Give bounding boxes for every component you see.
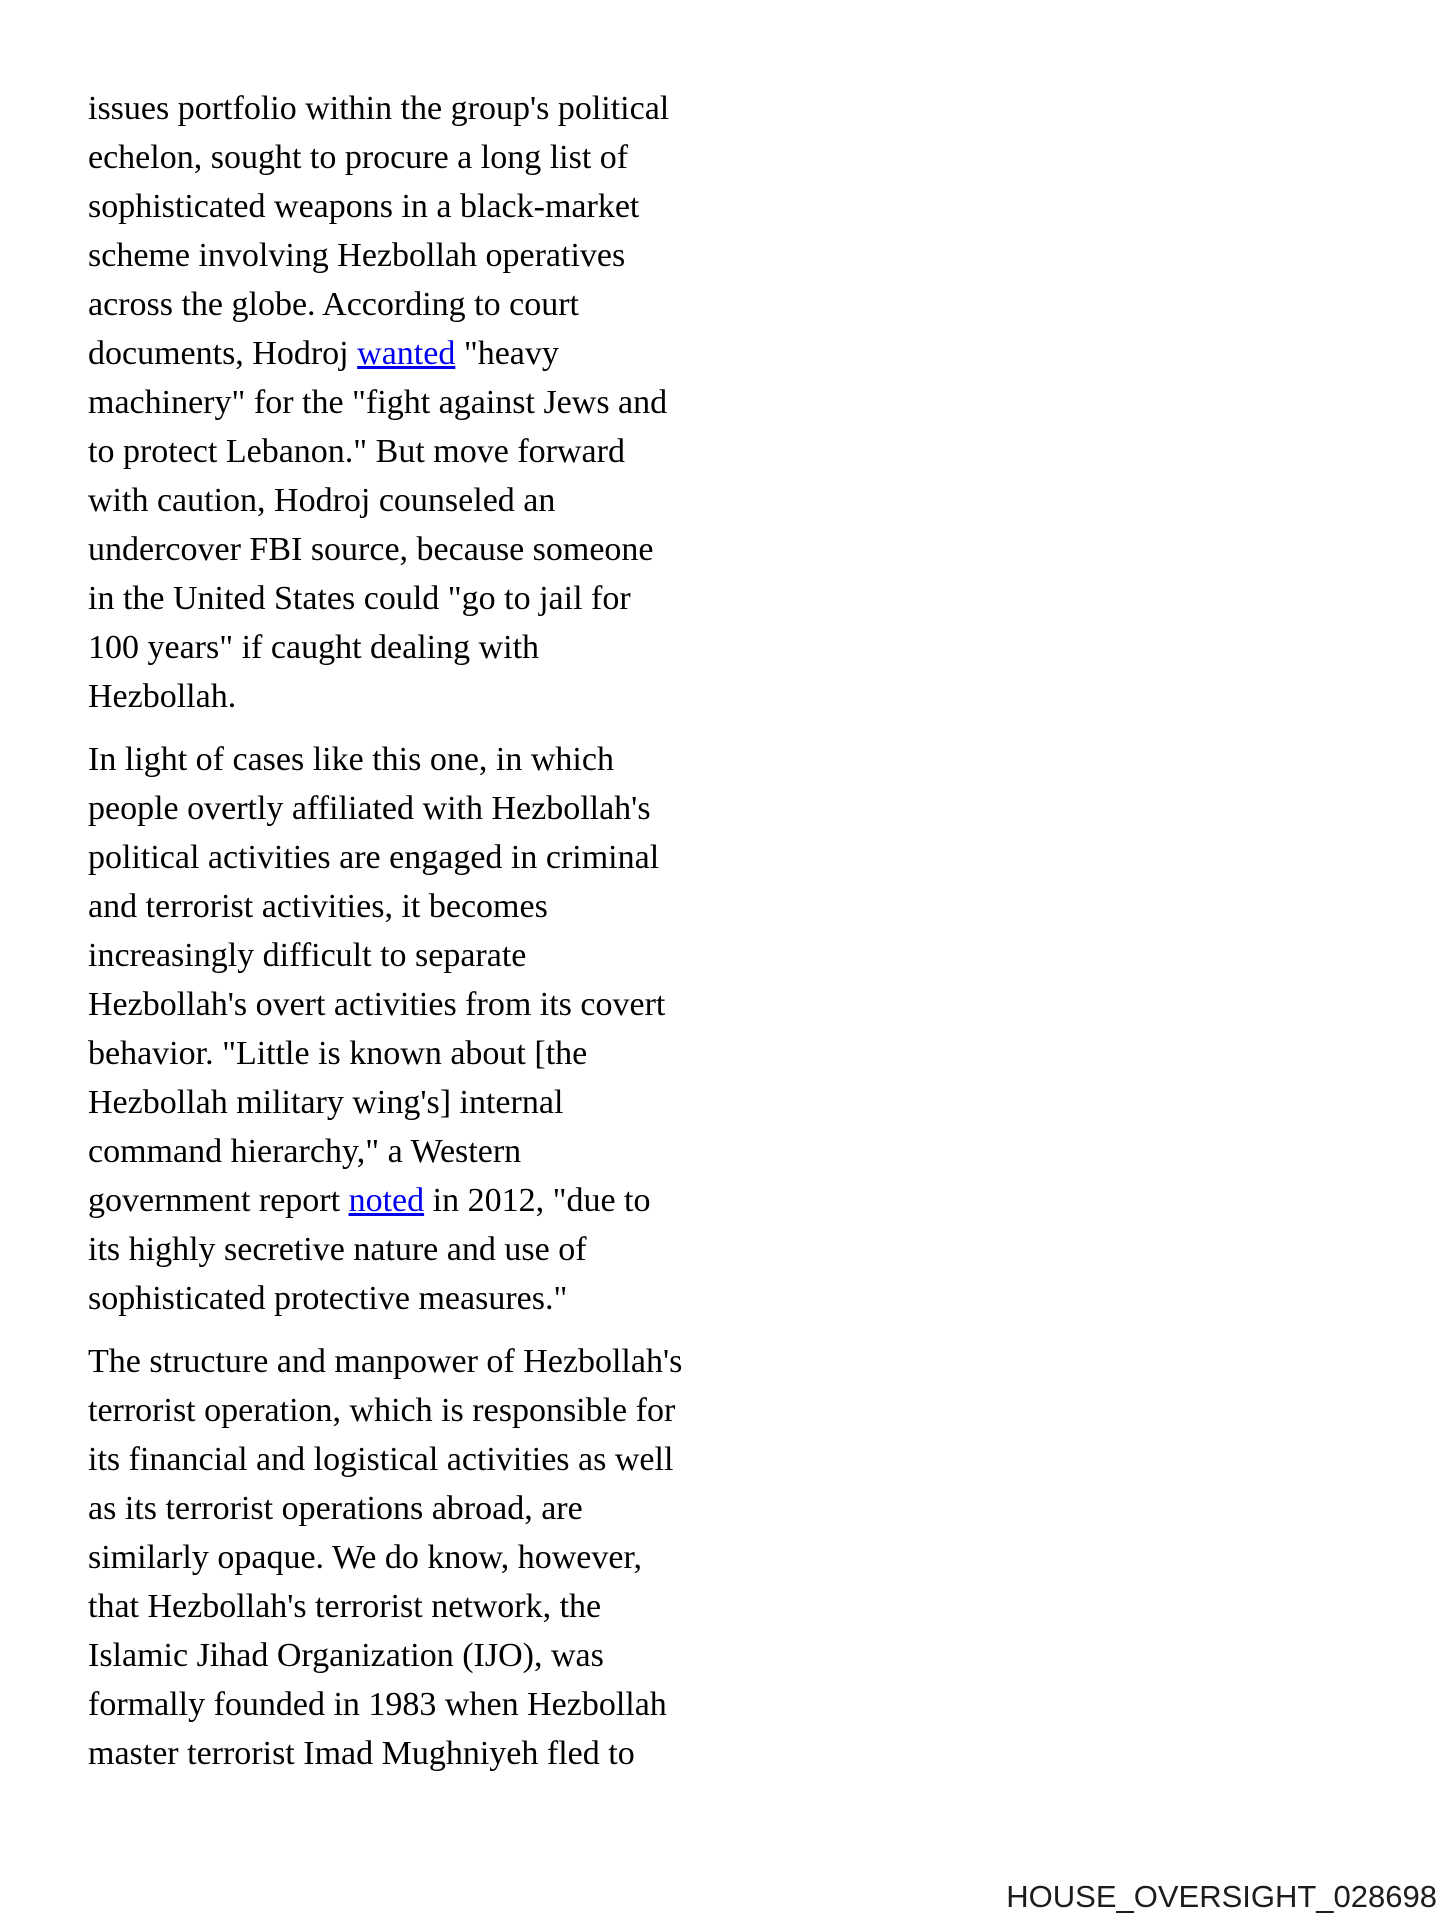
text-line: as its terrorist operations abroad, are	[88, 1490, 583, 1527]
inline-link[interactable]: noted	[348, 1182, 425, 1219]
text-line: echelon, sought to procure a long list of	[88, 139, 629, 176]
text-line: undercover FBI source, because someone	[88, 531, 654, 568]
text-line: The structure and manpower of Hezbollah's	[88, 1343, 683, 1380]
article-text	[88, 84, 682, 1792]
text-line: sophisticated weapons in a black-market	[88, 188, 640, 225]
text-line: formally founded in 1983 when Hezbollah	[88, 1686, 667, 1723]
text-line: its financial and logistical activities as well	[88, 1441, 674, 1478]
text-line: sophisticated protective measures."	[88, 1280, 568, 1317]
paragraph	[88, 84, 682, 721]
text-line: its highly secretive nature and use of	[88, 1231, 587, 1268]
text-line: documents, Hodroj wanted "heavy	[88, 335, 559, 372]
text-line: and terrorist activities, it becomes	[88, 888, 548, 925]
text-line: to protect Lebanon." But move forward	[88, 433, 625, 470]
text-line: machinery" for the "fight against Jews and	[88, 384, 668, 421]
text-line: terrorist operation, which is responsible for	[88, 1392, 676, 1429]
text-line: Hezbollah's overt activities from its covert	[88, 986, 666, 1023]
paragraph	[88, 1337, 682, 1778]
text-line: government report noted in 2012, "due to	[88, 1182, 651, 1219]
text-line: Hezbollah.	[88, 678, 237, 715]
text-line: issues portfolio within the group's political	[88, 90, 670, 127]
text-line: increasingly difficult to separate	[88, 937, 527, 974]
bates-number: HOUSE_OVERSIGHT_028698	[1006, 1879, 1437, 1914]
text-line: people overtly affiliated with Hezbollah's	[88, 790, 651, 827]
text-line: similarly opaque. We do know, however,	[88, 1539, 642, 1576]
text-line: in the United States could "go to jail for	[88, 580, 631, 617]
text-line: Islamic Jihad Organization (IJO), was	[88, 1637, 604, 1674]
text-line: political activities are engaged in criminal	[88, 839, 660, 876]
text-line: In light of cases like this one, in which	[88, 741, 614, 778]
text-line: master terrorist Imad Mughniyeh fled to	[88, 1735, 635, 1772]
text-line: 100 years" if caught dealing with	[88, 629, 540, 666]
text-line: across the globe. According to court	[88, 286, 579, 323]
text-line: command hierarchy," a Western	[88, 1133, 522, 1170]
text-line: scheme involving Hezbollah operatives	[88, 237, 626, 274]
text-line: Hezbollah military wing's] internal	[88, 1084, 564, 1121]
text-line: with caution, Hodroj counseled an	[88, 482, 556, 519]
text-line: behavior. "Little is known about [the	[88, 1035, 588, 1072]
inline-link[interactable]: wanted	[357, 335, 456, 372]
paragraph	[88, 735, 682, 1323]
text-line: that Hezbollah's terrorist network, the	[88, 1588, 602, 1625]
